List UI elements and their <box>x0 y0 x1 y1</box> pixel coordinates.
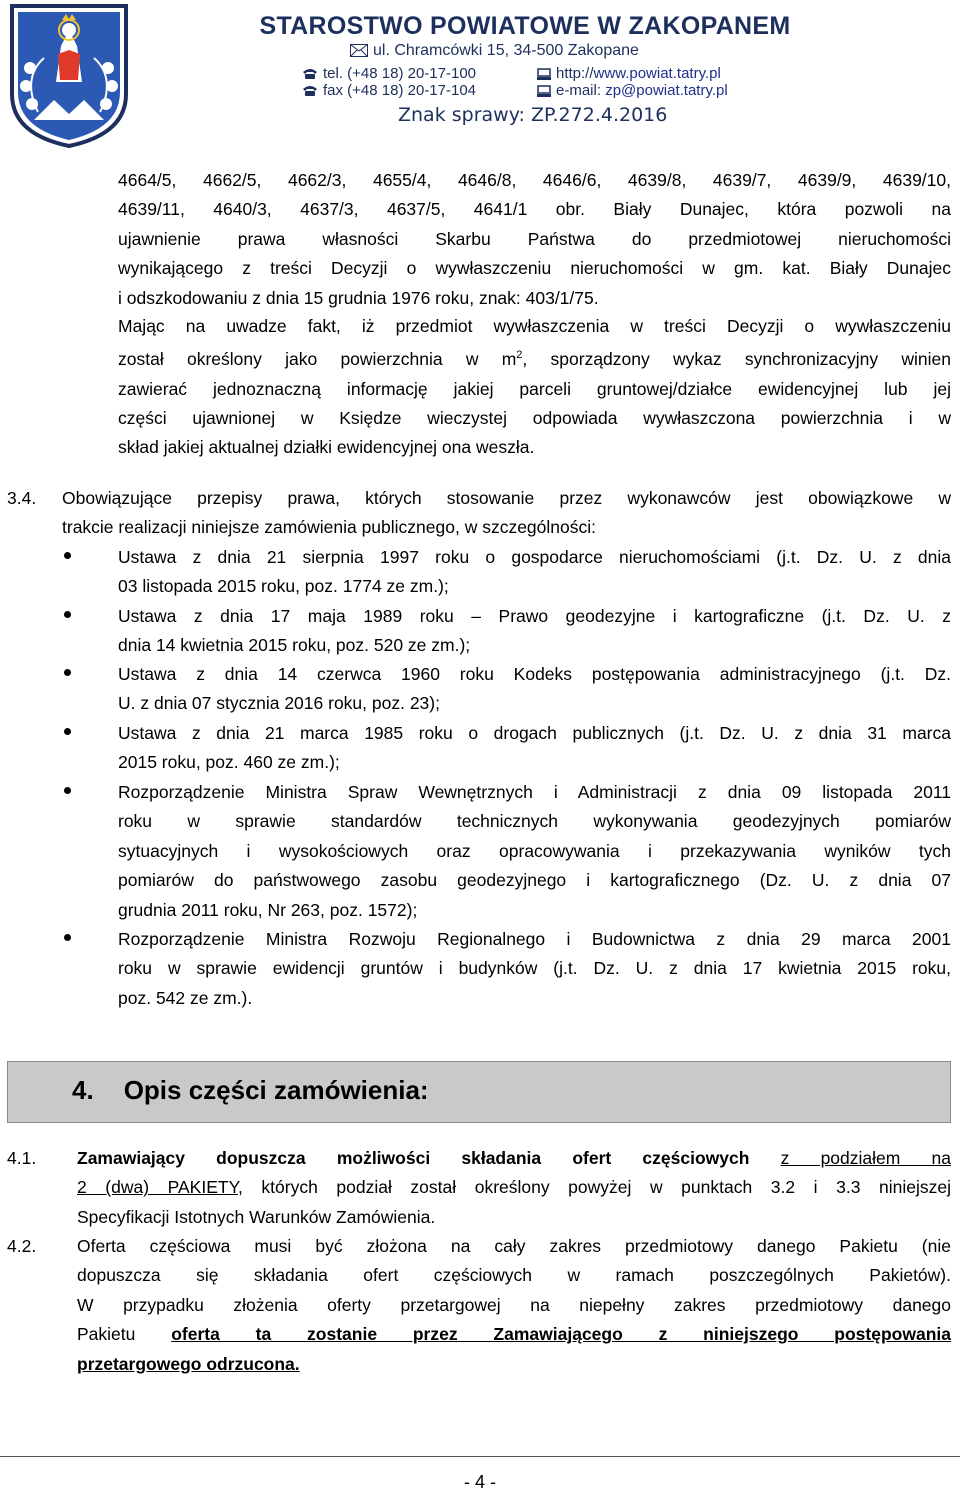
text-line <box>118 341 951 374</box>
phone-text: tel. (+48 18) 20-17-100 <box>323 65 477 82</box>
list-item <box>118 602 951 661</box>
paragraph-decision <box>118 166 951 313</box>
address-line <box>350 42 639 60</box>
website-prefix: http:// <box>556 65 594 82</box>
text-line: Mając na uwadze fakt, iż przedmiot wywłaszczenia w treści Decyzji o wywłaszczeniu <box>118 316 951 336</box>
bullet-icon <box>64 669 71 676</box>
text-fragment: , których podział został określony powyżej w punktach 3.2 i 3.3 niniejszej <box>238 1177 952 1198</box>
text-line: 4664/5, 4662/5, 4662/3, 4655/4, 4646/8, 4646/6, 4639/8, 4639/7, 4639/9, 4639/10, <box>118 170 951 190</box>
email-prefix: e-mail: <box>556 82 606 99</box>
text-line: Obowiązujące przepisy prawa, których stosowanie przez wykonawców jest obowiązkowe w <box>62 488 951 508</box>
email-line <box>537 82 728 99</box>
list-item <box>118 543 951 602</box>
phone-line <box>302 65 476 82</box>
envelope-icon <box>350 44 368 57</box>
text-line: części ujawnionej w Księdze wieczystej odpowiada wywłaszczona powierzchnia i w <box>118 408 951 429</box>
text-line: poz. 542 ze zm.). <box>118 987 253 1008</box>
paragraph-partial-offer <box>77 1232 951 1379</box>
section-heading-number: 4. <box>72 1075 94 1105</box>
computer-icon <box>537 68 551 80</box>
text-line: 4639/11, 4640/3, 4637/3, 4637/5, 4641/1 obr. Biały Dunajec, która pozwoli na <box>118 199 951 220</box>
text-line: Ustawa z dnia 21 marca 1985 roku o drogach publicznych (j.t. Dz. U. z dnia 31 marca <box>118 723 951 743</box>
bold-text: Zamawiający dopuszcza możliwości składania ofert częściowych <box>77 1148 750 1168</box>
bold-underlined-text: przetargowego odrzucona. <box>77 1353 300 1374</box>
text-line: sytuacyjnych i wysokościowych oraz opracowywania i przekazywania wyników tych <box>118 840 951 861</box>
text-line: dopuszcza się składania ofert częściowych w ramach poszczególnych Pakietów). <box>77 1265 951 1286</box>
text-line <box>77 1320 951 1349</box>
address-text: ul. Chramcówki 15, 34-500 Zakopane <box>373 42 639 59</box>
text-line: Ustawa z dnia 21 sierpnia 1997 roku o gospodarce nieruchomościami (j.t. Dz. U. z dnia <box>118 547 951 567</box>
text-line: zawierać jednoznaczną informację jakiej parceli gruntowej/działce ewidencyjnej lub jej <box>118 378 951 399</box>
coat-of-arms-logo <box>8 2 130 148</box>
text-fragment: został określony jako powierzchnia w m <box>118 349 517 370</box>
text-line <box>77 1350 951 1379</box>
page-number: - 4 - <box>463 1472 496 1492</box>
text-line: roku w sprawie ewidencji gruntów i budynków (j.t. Dz. U. z dnia 17 kwietnia 2015 roku, <box>118 958 951 979</box>
paragraph-regulations <box>62 484 951 543</box>
underlined-text: 2 (dwa) PAKIETY <box>77 1177 238 1198</box>
bullet-icon <box>64 787 71 794</box>
text-line: dnia 14 kwietnia 2015 roku, poz. 520 ze zm.); <box>118 635 471 656</box>
fax-icon <box>302 85 318 97</box>
fax-line <box>302 82 476 99</box>
bullet-icon <box>64 552 71 559</box>
computer-icon <box>537 85 551 97</box>
text-line: grudnia 2011 roku, Nr 263, poz. 1572); <box>118 899 418 920</box>
section-number: 3.4. <box>7 488 37 508</box>
bullet-icon <box>64 728 71 735</box>
telephone-icon <box>302 68 318 80</box>
text-line: 03 listopada 2015 roku, poz. 1774 ze zm.); <box>118 576 449 597</box>
text-line: W przypadku złożenia oferty przetargowej na niepełny zakres przedmiotowy danego <box>77 1294 951 1315</box>
section-heading <box>72 1075 429 1106</box>
case-number: Znak sprawy: ZP.272.4.2016 <box>398 104 668 126</box>
text-line: Ustawa z dnia 14 czerwca 1960 roku Kodeks postępowania administracyjnego (j.t. Dz. <box>118 664 951 684</box>
superscript: 2 <box>516 349 523 362</box>
bullet-icon <box>64 934 71 941</box>
text-line: 2015 roku, poz. 460 ze zm.); <box>118 752 340 773</box>
underlined-text: z podziałem na <box>780 1148 951 1168</box>
website-link[interactable]: www.powiat.tatry.pl <box>593 65 721 82</box>
list-item <box>118 925 951 1013</box>
website-line <box>537 65 721 82</box>
text-fragment: Pakietu <box>77 1324 136 1345</box>
text-line: Rozporządzenie Ministra Spraw Wewnętrznych i Administracji z dnia 09 listopada 2011 <box>118 782 951 802</box>
text-line <box>77 1144 951 1173</box>
paragraph-area <box>118 312 951 463</box>
office-name-heading: STAROSTWO POWIATOWE W ZAKOPANEM <box>259 12 791 40</box>
section-number: 4.1. <box>7 1148 37 1168</box>
list-item <box>118 660 951 719</box>
list-item <box>118 719 951 778</box>
email-link[interactable]: zp@powiat.tatry.pl <box>605 82 728 99</box>
text-line: pomiarów do państwowego zasobu geodezyjnego i kartograficznego (Dz. U. z dnia 07 <box>118 870 951 891</box>
text-line: ujawnienie prawa własności Skarbu Państwa do przedmiotowej nieruchomości <box>118 228 951 249</box>
text-line: U. z dnia 07 stycznia 2016 roku, poz. 23); <box>118 693 440 714</box>
fax-text: fax (+48 18) 20-17-104 <box>323 82 477 99</box>
bold-underlined-text: oferta ta zostanie przez Zamawiającego z niniejszego postępowania <box>171 1324 951 1345</box>
text-line: Specyfikacji Istotnych Warunków Zamówienia. <box>77 1206 436 1227</box>
text-line: trakcie realizacji niniejsze zamówienia publicznego, w szczególności: <box>62 517 596 538</box>
text-line: skład jakiej aktualnej działki ewidencyjnej ona weszła. <box>118 437 535 458</box>
text-line: roku w sprawie standardów technicznych wykonywania geodezyjnych pomiarów <box>118 811 951 832</box>
section-number: 4.2. <box>7 1236 37 1256</box>
text-line <box>77 1173 951 1202</box>
text-fragment: , sporządzony wykaz synchronizacyjny winien <box>522 349 951 370</box>
list-item <box>118 778 951 925</box>
text-line: Ustawa z dnia 17 maja 1989 roku – Prawo geodezyjne i kartograficzne (j.t. Dz. U. z <box>118 606 951 626</box>
section-heading-text: Opis części zamówienia: <box>123 1075 429 1105</box>
text-line: wynikającego z treści Decyzji o wywłaszczeniu nieruchomości w gm. kat. Biały Dunajec <box>118 258 951 279</box>
paragraph-lots <box>77 1144 951 1232</box>
text-line: Oferta częściowa musi być złożona na cały zakres przedmiotowy danego Pakietu (nie <box>77 1236 951 1256</box>
text-line: i odszkodowaniu z dnia 15 grudnia 1976 roku, znak: 403/1/75. <box>118 287 599 308</box>
text-line: Rozporządzenie Ministra Rozwoju Regionalnego i Budownictwa z dnia 29 marca 2001 <box>118 929 951 949</box>
bullet-icon <box>64 611 71 618</box>
footer-divider <box>0 1456 960 1457</box>
